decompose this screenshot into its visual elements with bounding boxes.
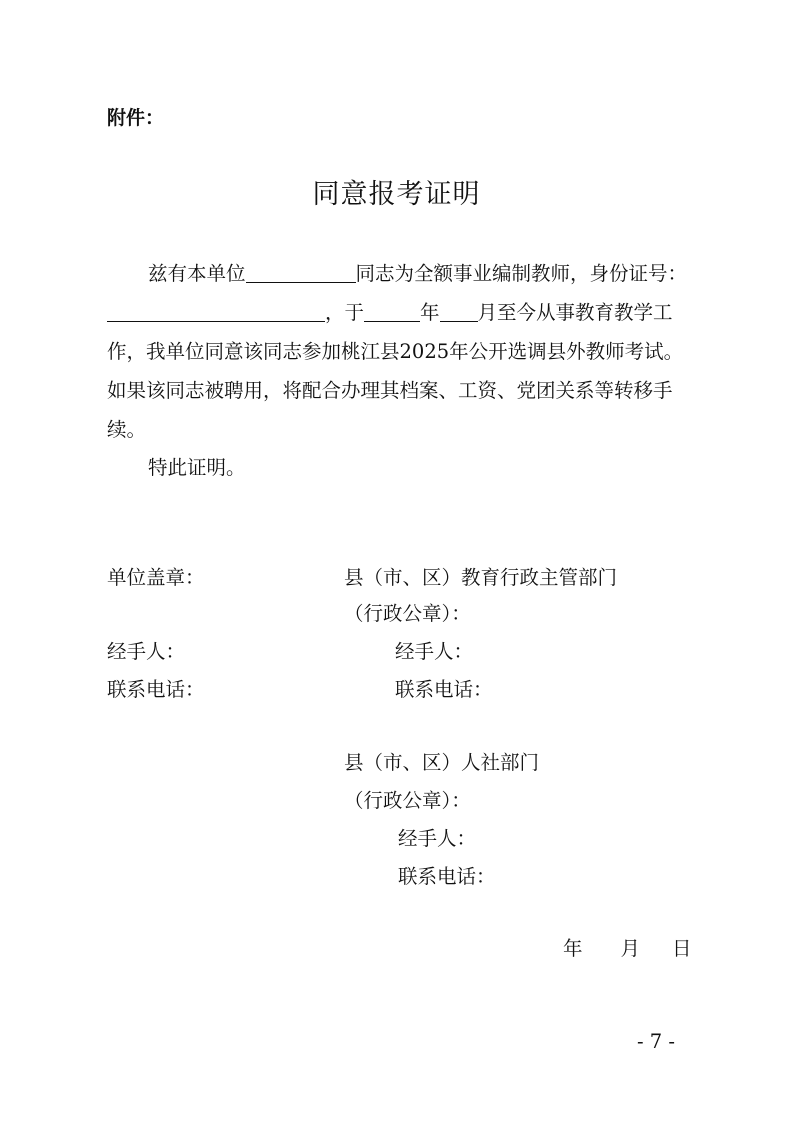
date-month: 月 xyxy=(620,937,641,960)
handler-left-label: 经手人： xyxy=(107,640,186,663)
body-line-3: 作，我单位同意该同志参加桃江县2025年公开选调县外教师考试。 xyxy=(107,340,684,363)
body-text: 月至今从事教育教学工 xyxy=(477,301,673,324)
phone-right-label: 联系电话： xyxy=(395,678,493,701)
page-number: - 7 - xyxy=(637,1030,675,1053)
body-text: 兹有本单位 xyxy=(148,262,246,285)
date-year: 年 xyxy=(563,937,583,960)
year-blank xyxy=(364,301,420,322)
document-title: 同意报考证明 xyxy=(312,179,481,210)
edu-dept-label: 县（市、区）教育行政主管部门 xyxy=(344,566,618,589)
body-line-5: 续。 xyxy=(107,418,147,441)
month-blank xyxy=(440,301,478,322)
unit-seal-label: 单位盖章： xyxy=(107,566,205,589)
body-line-4: 如果该同志被聘用，将配合办理其档案、工资、党团关系等转移手 xyxy=(107,379,673,402)
hr-seal-label: （行政公章）： xyxy=(344,789,471,812)
body-text: ，于 xyxy=(325,301,365,324)
body-line-2 xyxy=(107,297,673,325)
hr-dept-label: 县（市、区）人社部门 xyxy=(344,751,540,774)
id-number-blank xyxy=(107,301,325,322)
date-day: 日 xyxy=(672,937,692,960)
date-line xyxy=(563,933,692,961)
unit-name-blank xyxy=(246,262,356,283)
body-text: 年 xyxy=(420,301,440,324)
body-line-1 xyxy=(148,258,687,286)
body-text: 同志为全额事业编制教师，身份证号： xyxy=(355,262,688,285)
phone-left-label: 联系电话： xyxy=(107,678,205,701)
attachment-label: 附件： xyxy=(107,107,165,129)
body-line-6: 特此证明。 xyxy=(148,456,246,479)
handler-right-label: 经手人： xyxy=(395,640,474,663)
edu-seal-label: （行政公章）： xyxy=(344,602,471,625)
hr-handler-label: 经手人： xyxy=(398,827,477,850)
hr-phone-label: 联系电话： xyxy=(398,865,496,888)
